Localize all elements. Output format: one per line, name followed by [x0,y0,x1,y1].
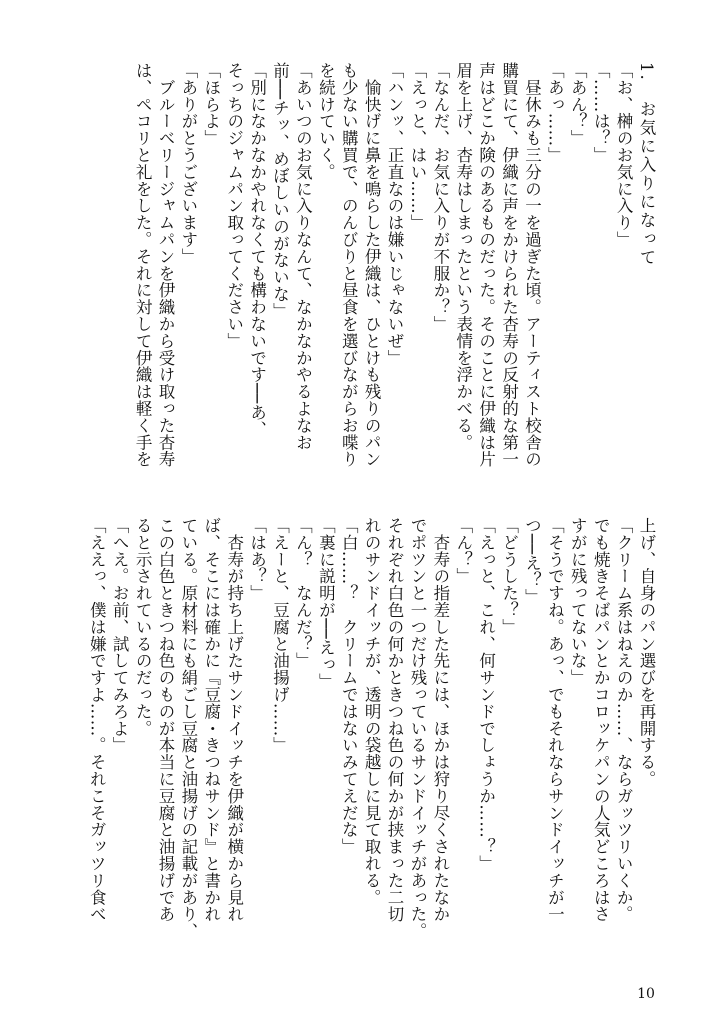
text-line: は、ペコリと礼をした。それに対して伊織は軽く手を [133,62,153,468]
text-line: 杏寿が持ち上げたサンドイッチを伊織が横から見れ [224,517,244,923]
text-line: 杏寿の指差した先には、ほかは狩り尽くされたなか [430,517,450,923]
text-line: を続けていく。 [316,62,336,181]
text-line: 「ん？」 [453,517,473,585]
text-line: この白色ときつね色のものが本当に豆腐と油揚げであ [155,517,175,923]
text-line: つ──え？」 [522,517,542,606]
text-line: 「あいつのお気に入りなんて、なかなかやるよなお [293,62,313,451]
text-line: でも焼きそばパンとかコロッケパンの人気どころはさ [591,517,611,923]
upper-text-block [97,62,657,502]
text-line: 「あっ……」 [545,62,565,164]
text-line: 購買にて、伊織に声をかけられた杏寿の反射的な第一 [499,62,519,468]
text-line: そっちのジャムパン取ってください」 [224,62,244,350]
page-number: 10 [637,986,655,1002]
text-line: 「えっと、はい……」 [407,62,427,231]
text-line: 「どうした？」 [499,517,519,636]
text-line: 「そうですね。あっ、でもそれならサンドイッチが一 [545,517,565,923]
text-line: 「へえ。お前、試してみろよ」 [110,517,130,754]
chapter-title: 1. お気に入りになって [637,62,656,267]
text-line: 「別になかなかやれなくても構わないです──あ、 [247,62,267,438]
text-line: ば、そこには確かに『豆腐・きつねサンド』と書かれ [201,517,221,923]
text-line: ている。原材料にも絹ごし豆腐と油揚げの記載があり、 [178,517,198,940]
text-line: ると示されているのだった。 [133,517,153,737]
text-line: 「お、榊のお気に入り」 [614,62,634,248]
text-line: 昼休みも三分の一を過ぎた頃。アーティスト校舎の [522,62,542,468]
text-line: 「裏に説明が──えっ」 [316,517,336,690]
text-line: 「ええっ、僕は嫌ですよ……。それこそガッツリ食べ [87,517,107,923]
text-line: 「白……？ クリームではないみてえだな」 [339,517,359,855]
text-line: 前──チッ、めぼしいのがないな」 [270,62,290,320]
text-line: 眉を上げ、杏寿はしまったという表情を浮かべる。 [453,62,473,451]
text-line: 「……は？」 [591,62,611,164]
lower-text-block [87,517,657,957]
text-line: 「ほらよ」 [201,62,221,147]
text-line: 声はどこか険のあるものだった。そのことに伊織は片 [476,62,496,468]
text-line: 「なんだ、お気に入りが不服か？」 [430,62,450,333]
text-line: も少ない購買で、のんびりと昼食を選びながらお喋り [339,62,359,468]
text-line: すがに残ってないな」 [568,517,588,686]
text-line: れのサンドイッチが、透明の袋越しに見て取れる。 [362,517,382,906]
text-line: 「ハンッ、正直なのは嫌いじゃないぜ」 [385,62,405,367]
text-line: それぞれ白色の何かときつね色の何かが挟まった二切 [385,517,405,923]
text-line: ブルーベリージャムパンを伊織から受け取った杏寿 [155,62,175,468]
text-line: でポツンと一つだけ残っているサンドイッチがあった。 [407,517,427,940]
text-line: 上げ、自身のパン選びを再開する。 [637,517,656,788]
text-line: 愉快げに鼻を鳴らした伊織は、ひとけも残りのパン [362,62,382,468]
text-line: 「えっと、これ、何サンドでしょうか……？」 [476,517,496,872]
text-line: 「ん？ なんだ？」 [293,517,313,670]
text-line: 「あん？」 [568,62,588,147]
text-line: 「えーと、豆腐と油揚げ……」 [270,517,290,754]
text-line: 「ありがとうございます」 [178,62,198,265]
text-line: 「クリーム系はねえのか……、ならガッツリいくか。 [614,517,634,923]
text-line: 「はあ？」 [247,517,267,602]
